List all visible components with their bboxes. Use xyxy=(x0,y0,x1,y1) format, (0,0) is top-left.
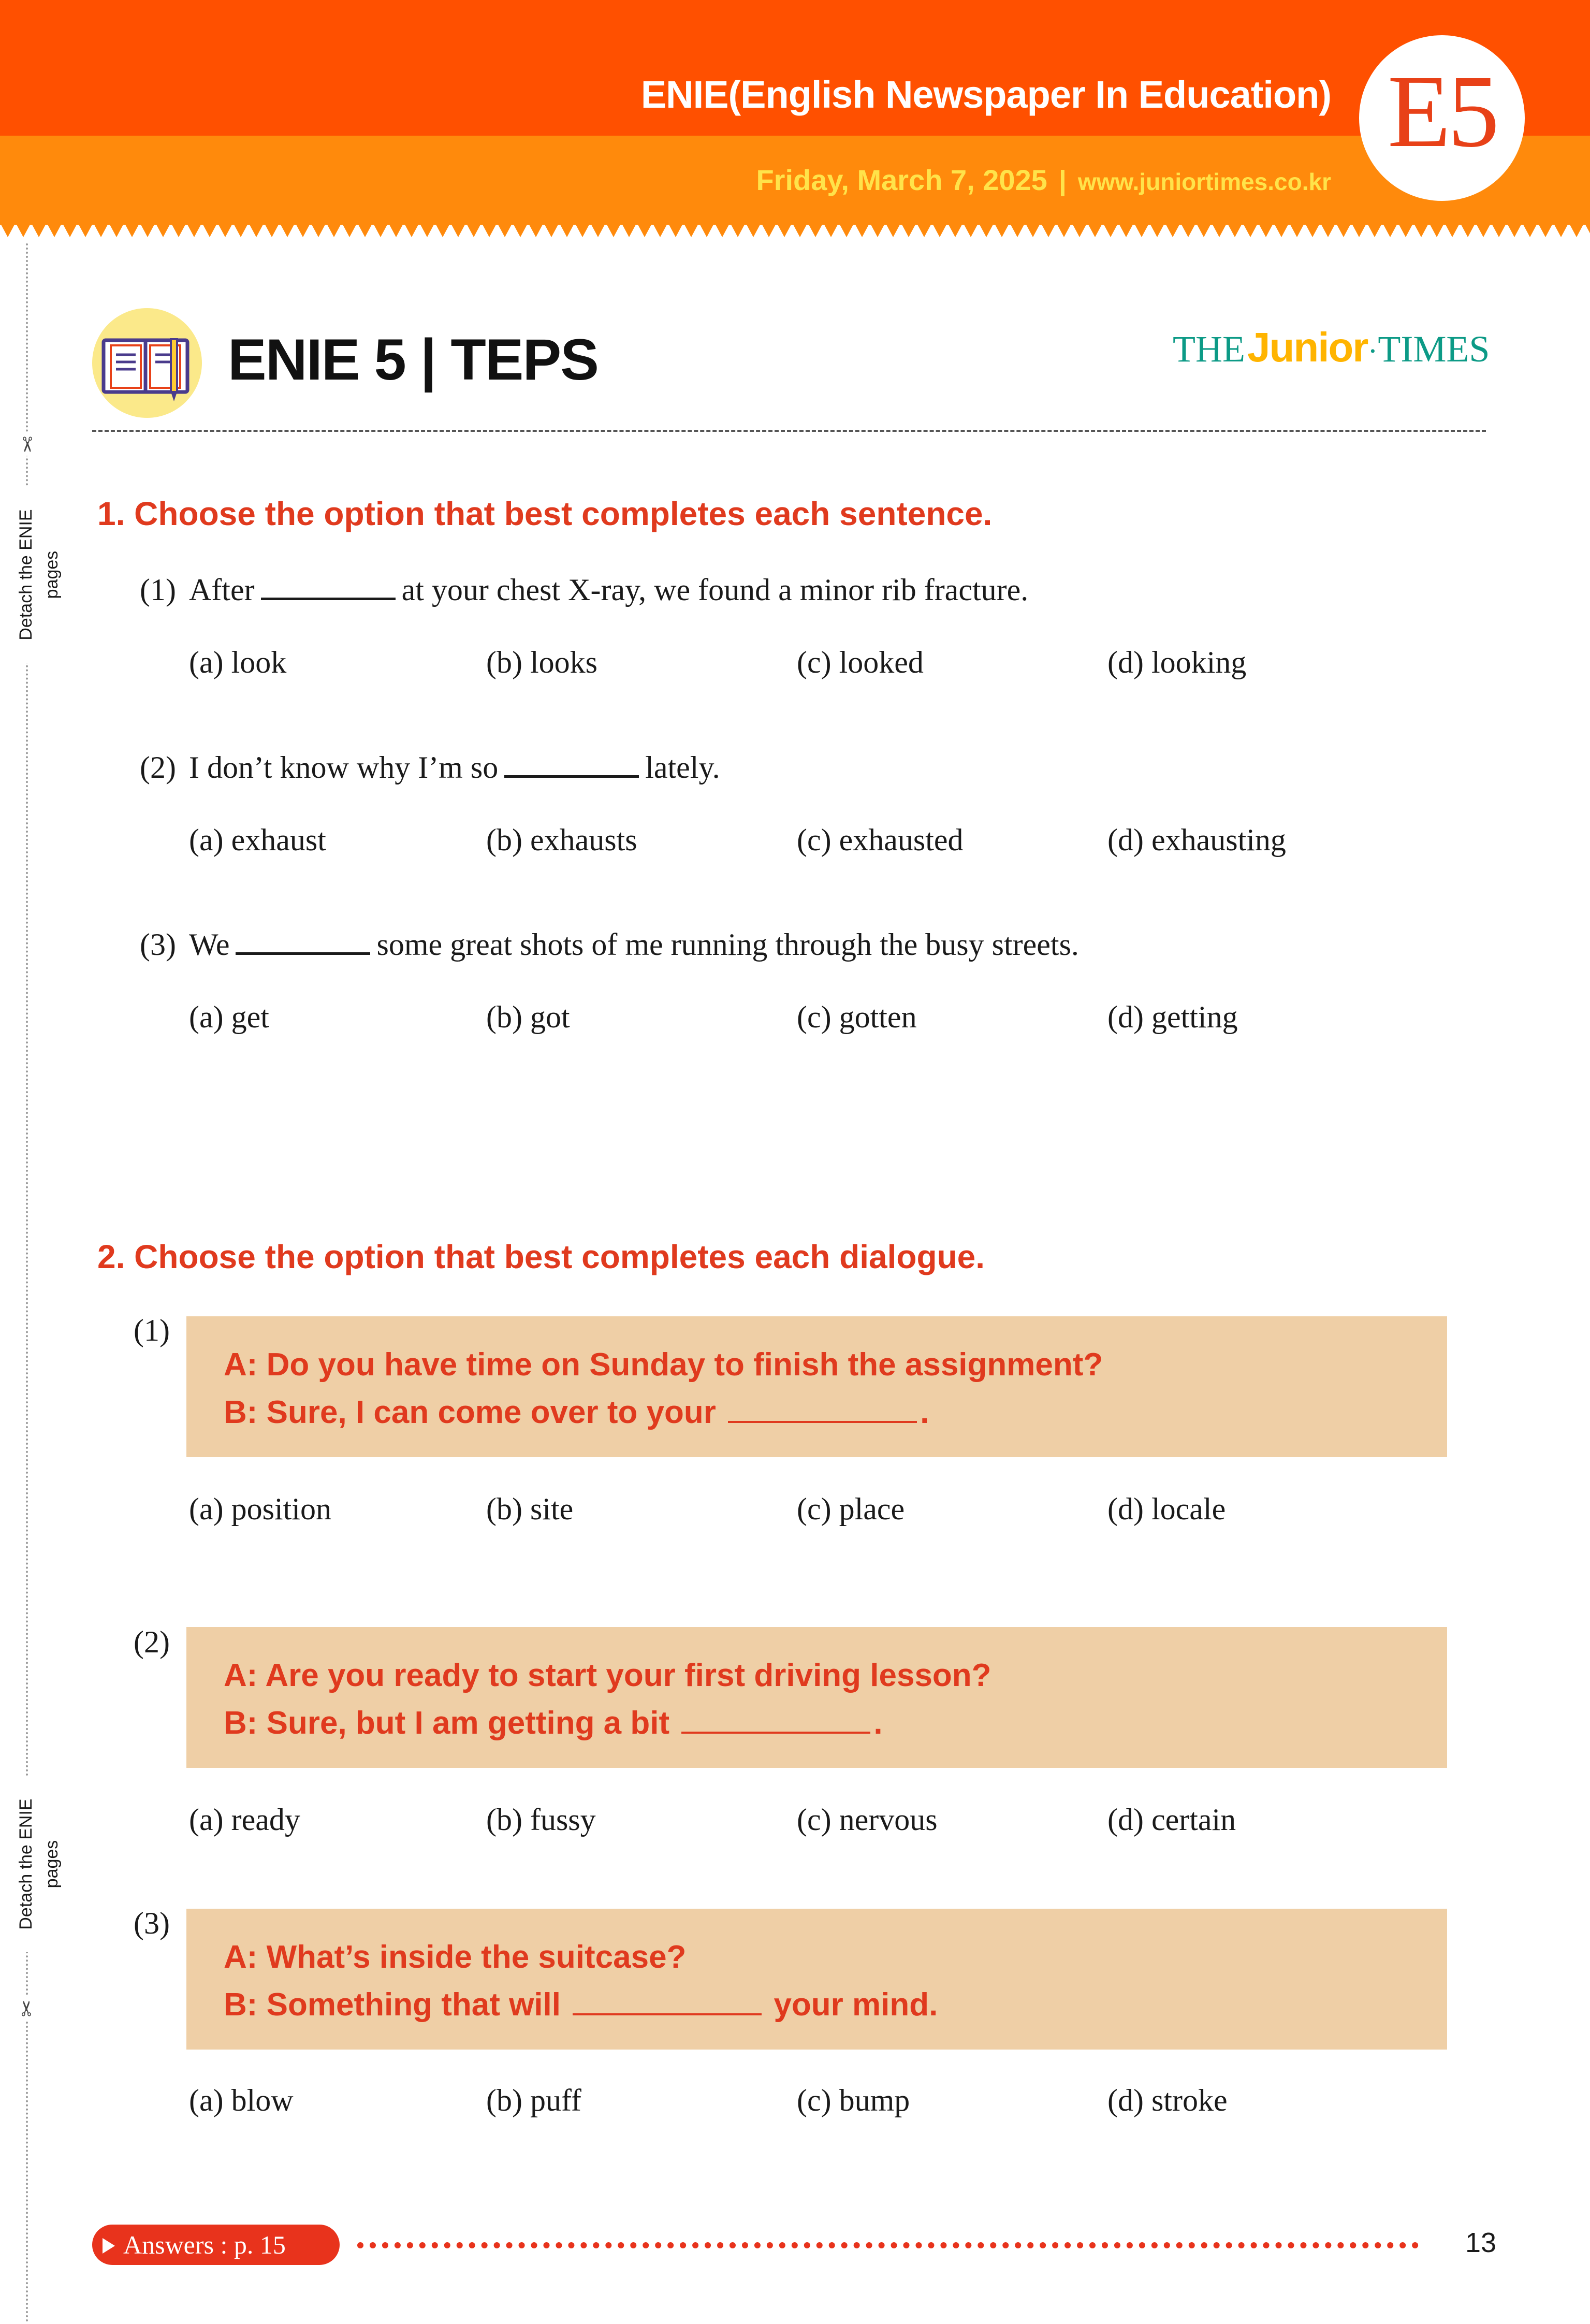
option-c[interactable]: (c) looked xyxy=(797,645,924,679)
book-icon xyxy=(92,308,202,418)
dialogue-line-b-before: B: Sure, but I am getting a bit xyxy=(224,1705,670,1741)
question-1-2 xyxy=(140,750,720,786)
dialogue-line-b xyxy=(224,1981,1447,2029)
page-number: 13 xyxy=(1465,2227,1497,2258)
dialogue-line-b-after: . xyxy=(920,1395,929,1430)
question-text-before: We xyxy=(189,927,230,962)
dialogue-line-b xyxy=(224,1700,1447,1747)
title-divider xyxy=(92,430,1486,432)
dialogue-number: (3) xyxy=(134,1906,170,1940)
option-b[interactable]: (b) exhausts xyxy=(486,823,637,857)
answers-label: Answers : p. 15 xyxy=(123,2230,286,2259)
dialogue-2-options xyxy=(189,1802,1432,1843)
section-badge-label: E5 xyxy=(1387,54,1497,169)
dialogue-line-b-before: B: Sure, I can come over to your xyxy=(224,1395,716,1430)
option-a[interactable]: (a) exhaust xyxy=(189,823,326,857)
question-1-3 xyxy=(140,927,1079,963)
footer-dotted-rule xyxy=(357,2242,1419,2248)
question-text-before: I don’t know why I’m so xyxy=(189,750,499,785)
question-1-3-options xyxy=(189,999,1432,1041)
detach-label-bottom: Detach the ENIE pages xyxy=(13,1776,39,1952)
answer-blank xyxy=(681,1705,870,1734)
detach-label-top: Detach the ENIE pages xyxy=(13,487,39,663)
option-b[interactable]: (b) site xyxy=(486,1492,574,1526)
dialogue-line-a: A: Do you have time on Sunday to finish the assignment? xyxy=(224,1347,1103,1383)
option-d[interactable]: (d) stroke xyxy=(1107,2083,1228,2117)
page-title: ENIE 5 | TEPS xyxy=(228,327,598,392)
question-1-1-options xyxy=(189,645,1432,686)
option-c[interactable]: (c) nervous xyxy=(797,1803,938,1837)
option-c[interactable]: (c) place xyxy=(797,1492,905,1526)
option-a[interactable]: (a) blow xyxy=(189,2083,294,2117)
dialogue-1-options xyxy=(189,1491,1432,1533)
option-b[interactable]: (b) fussy xyxy=(486,1803,596,1837)
dialogue-box-2 xyxy=(186,1627,1447,1768)
option-a[interactable]: (a) ready xyxy=(189,1803,300,1837)
option-d[interactable]: (d) certain xyxy=(1107,1803,1236,1837)
dialogue-box-3 xyxy=(186,1909,1447,2050)
dialogue-line-b-after: your mind. xyxy=(774,1987,938,2023)
answer-blank xyxy=(261,575,396,600)
page-header xyxy=(0,0,1590,243)
option-b[interactable]: (b) looks xyxy=(486,645,597,679)
brand-times: TIMES xyxy=(1378,328,1490,370)
dialogue-3-options xyxy=(189,2083,1432,2124)
zigzag-path xyxy=(0,223,1590,237)
question-text-after: some great shots of me running through the busy streets. xyxy=(376,927,1079,962)
dialogue-line-a: A: Are you ready to start your first driving lesson? xyxy=(224,1658,991,1693)
header-separator: | xyxy=(1058,165,1067,196)
answer-blank xyxy=(504,753,639,778)
header-title: ENIE(English Newspaper In Education) xyxy=(640,73,1331,116)
option-b[interactable]: (b) puff xyxy=(486,2083,581,2117)
brand-dot: · xyxy=(1367,334,1378,368)
dialogue-line-b xyxy=(224,1389,1447,1436)
answer-blank xyxy=(728,1394,917,1423)
question-1-1 xyxy=(140,572,1028,608)
brand-logo xyxy=(1173,324,1490,371)
answer-blank xyxy=(573,1986,762,2015)
question-number: (1) xyxy=(140,573,176,607)
play-arrow-icon xyxy=(103,2238,115,2254)
header-date: Friday, March 7, 2025 xyxy=(756,164,1047,196)
option-a[interactable]: (a) get xyxy=(189,1000,269,1034)
brand-junior: Junior xyxy=(1247,324,1368,370)
question-1-2-options xyxy=(189,822,1432,864)
dialogue-number: (1) xyxy=(134,1313,170,1347)
option-d[interactable]: (d) exhausting xyxy=(1107,823,1286,857)
option-c[interactable]: (c) bump xyxy=(797,2083,910,2117)
option-d[interactable]: (d) getting xyxy=(1107,1000,1238,1034)
scissors-icon: ✂ xyxy=(15,1997,39,2020)
option-d[interactable]: (d) looking xyxy=(1107,645,1247,679)
header-zigzag-edge xyxy=(0,223,1590,243)
brand-the: THE xyxy=(1173,328,1245,370)
question-text-before: After xyxy=(189,573,255,607)
question-text-after: at your chest X-ray, we found a minor rib fracture. xyxy=(401,573,1029,607)
header-meta xyxy=(756,163,1331,197)
option-b[interactable]: (b) got xyxy=(486,1000,570,1034)
header-url[interactable]: www.juniortimes.co.kr xyxy=(1077,168,1331,195)
question-number: (2) xyxy=(140,750,176,785)
scissors-icon: ✂ xyxy=(15,433,39,456)
dialogue-number: (2) xyxy=(134,1625,170,1659)
option-c[interactable]: (c) exhausted xyxy=(797,823,964,857)
option-a[interactable]: (a) position xyxy=(189,1492,331,1526)
answer-blank xyxy=(236,930,370,955)
option-a[interactable]: (a) look xyxy=(189,645,287,679)
option-c[interactable]: (c) gotten xyxy=(797,1000,917,1034)
answers-link[interactable] xyxy=(92,2225,340,2265)
section-1-heading: 1. Choose the option that best completes each sentence. xyxy=(97,495,993,532)
dialogue-line-b-after: . xyxy=(873,1705,883,1741)
section-badge xyxy=(1359,35,1525,201)
dialogue-box-1 xyxy=(186,1316,1447,1457)
dialogue-line-a: A: What’s inside the suitcase? xyxy=(224,1939,687,1975)
option-d[interactable]: (d) locale xyxy=(1107,1492,1226,1526)
section-2-heading: 2. Choose the option that best completes each dialogue. xyxy=(97,1238,985,1275)
question-text-after: lately. xyxy=(645,750,720,785)
dialogue-line-b-before: B: Something that will xyxy=(224,1987,561,2023)
question-number: (3) xyxy=(140,927,176,962)
